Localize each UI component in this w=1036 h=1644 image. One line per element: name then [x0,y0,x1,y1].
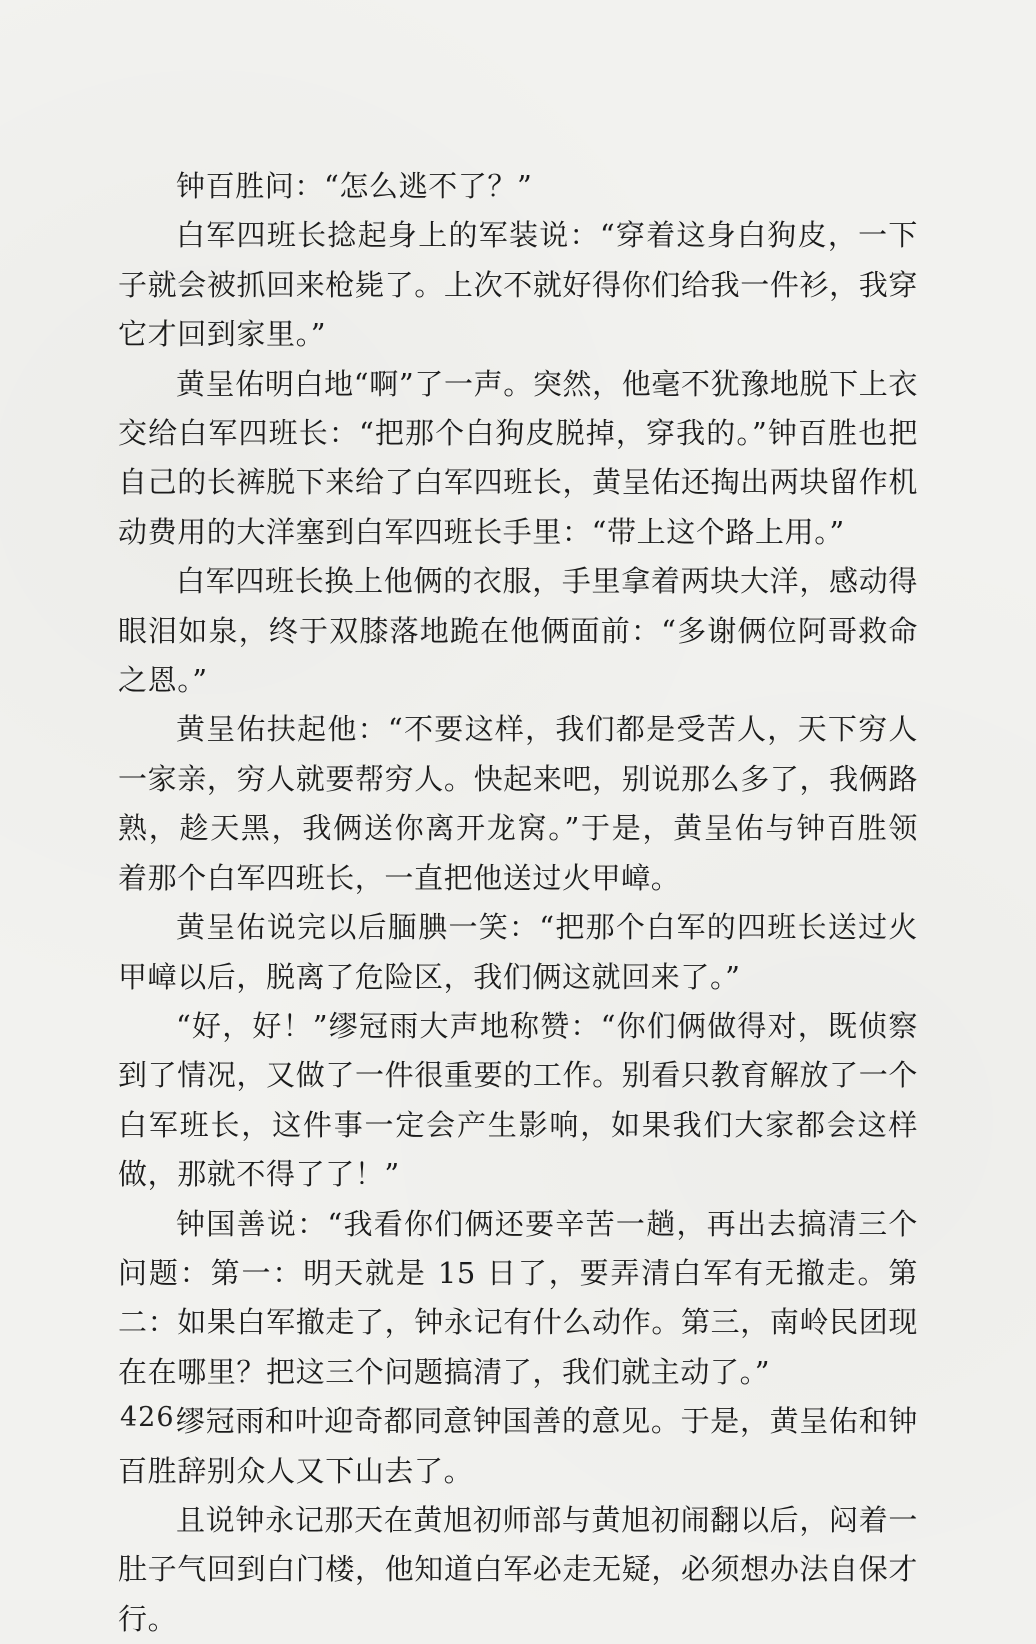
paragraph: 白军四班长捻起身上的军装说：“穿着这身白狗皮，一下子就会被抓回来枪毙了。上次不就好得你们给我一件衫，我穿它才回到家里。” [118,218,918,352]
paragraph: “好，好！”缪冠雨大声地称赞：“你们俩做得对，既侦察到了情况，又做了一件很重要的工作。别看只教育解放了一个白军班长，这件事一定会产生影响，如果我们大家都会这样做，那就不得了了！” [118,1008,918,1192]
paragraph: 黄呈佑扶起他：“不要这样，我们都是受苦人，天下穷人一家亲，穷人就要帮穷人。快起来吧，别说那么多了，我俩路熟，趁天黑，我俩送你离开龙窝。”于是，黄呈佑与钟百胜领着那个白军四班长，一直把他送过火甲嶂。 [118,712,918,895]
page-number: 426 [120,1402,175,1433]
paragraph: 钟百胜问：“怎么逃不了？” [176,169,533,203]
paragraph: 缪冠雨和叶迎奇都同意钟国善的意见。于是，黄呈佑和钟百胜辞别众人又下山去了。 [118,1404,918,1488]
paragraph: 白军四班长换上他俩的衣服，手里拿着两块大洋，感动得眼泪如泉，终于双膝落地跪在他俩面前：“多谢俩位阿哥救命之恩。” [118,564,918,698]
paragraph: 黄呈佑说完以后腼腆一笑：“把那个白军的四班长送过火甲嶂以后，脱离了危险区，我们俩这就回来了。” [118,910,918,994]
body-text [118,162,918,1644]
paragraph: 钟国善说：“我看你们俩还要辛苦一趟，再出去搞清三个问题：第一：明天就是 15 日了，要弄清白军有无撤走。第二：如果白军撤走了，钟永记有什么动作。第三，南岭民团现在在哪里？把这三个问题搞清了，我们就主动了。” [118,1206,918,1389]
paragraph: 黄呈佑明白地“啊”了一声。突然，他毫不犹豫地脱下上衣交给白军四班长：“把那个白狗皮脱掉，穿我的。”钟百胜也把自己的长裤脱下来给了白军四班长，黄呈佑还掏出两块留作机动费用的大洋塞到白军四班长手里：“带上这个路上用。” [118,366,918,549]
paragraph: 且说钟永记那天在黄旭初师部与黄旭初闹翻以后，闷着一肚子气回到白门楼，他知道白军必走无疑，必须想办法自保才行。 [118,1502,918,1636]
